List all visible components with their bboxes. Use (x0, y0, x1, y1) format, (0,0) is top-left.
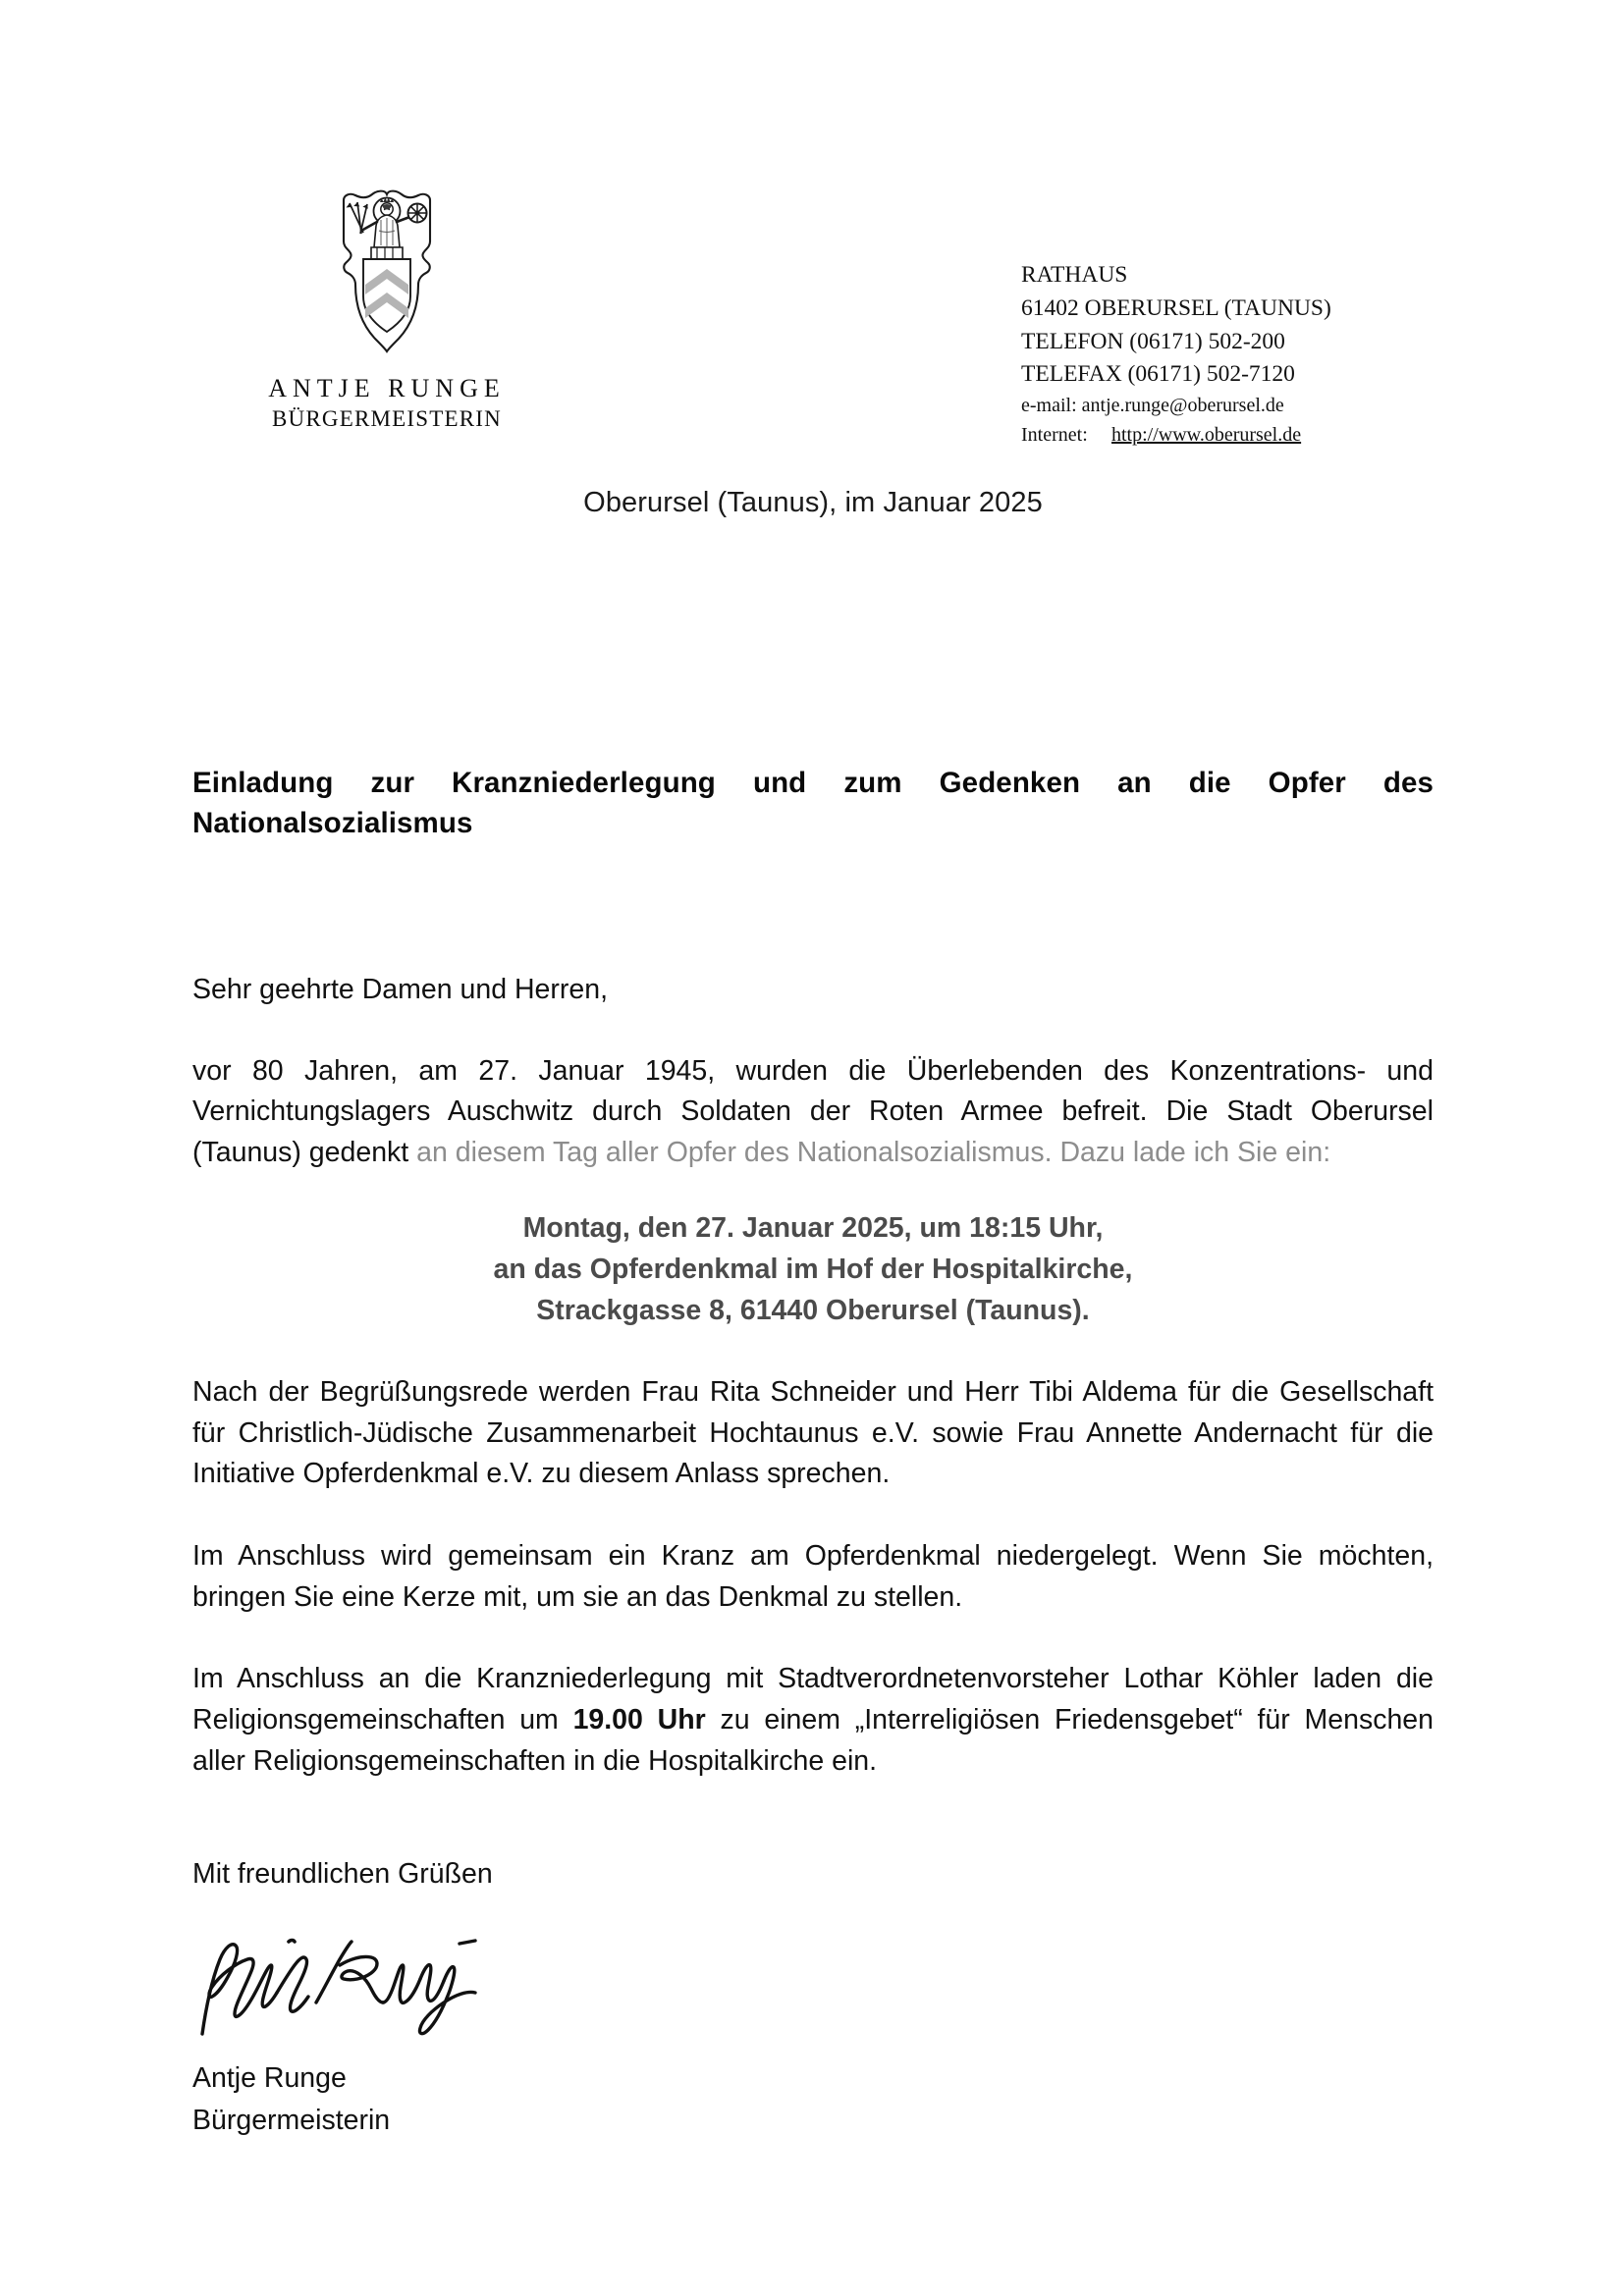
event-location: an das Opferdenkmal im Hof der Hospitalkirche, (493, 1254, 1133, 1286)
brand-block (192, 187, 534, 432)
contact-block (1021, 187, 1434, 450)
paragraph-prayer-b: zu einem „Interreligiösen Friedensgebet“ für Menschen aller Religionsgemeinschaften in die Hospitalkirche ein. (192, 1703, 1434, 1777)
contact-telephone: TELEFON (06171) 502-200 (1021, 328, 1285, 354)
paragraph-intro-dark: vor 80 Jahren, am 27. Januar 1945, wurden die Überlebenden des Konzentrations- und Vernichtungslagers Auschwitz durch Soldaten der Roten Armee befreit. Die Stadt Oberursel (Taunus) gedenkt (192, 1054, 1434, 1168)
brand-name: ANTJE RUNGE (268, 374, 506, 402)
brand-role: BÜRGERMEISTERIN (272, 406, 502, 431)
contact-email-row (1021, 392, 1434, 420)
subject-line: Einladung zur Kranzniederlegung und zum Gedenken an die Opfer des Nationalsozialismus (192, 767, 1434, 839)
paragraph-speakers: Nach der Begrüßungsrede werden Frau Rita Schneider und Herr Tibi Aldema für die Gesellschaft für Christlich-Jüdische Zusammenarbeit Hochtaunus e.V. sowie Frau Annette Andernacht für die Initiative Opferdenkmal e.V. zu diesem Anlass sprechen. (192, 1376, 1434, 1490)
contact-telefax: TELEFAX (06171) 502-7120 (1021, 361, 1295, 388)
signer-name: Antje Runge (192, 2061, 347, 2094)
handwritten-signature-icon (192, 1908, 1434, 2056)
paragraph-prayer-a: Im Anschluss an die Kranzniederlegung mit Stadtverordnetenvorsteher Lothar Köhler laden die Religionsgemeinschaften um (192, 1663, 1434, 1735)
contact-internet-row (1021, 421, 1434, 450)
contact-email-value[interactable]: antje.runge@oberursel.de (1081, 395, 1284, 417)
event-details (192, 1208, 1434, 1331)
paragraph-intro (192, 1051, 1434, 1174)
contact-email-label: e-mail: (1021, 395, 1077, 417)
letter-body (192, 764, 1434, 2140)
paragraph-wreath: Im Anschluss wird gemeinsam ein Kranz am Opferdenkmal niedergelegt. Wenn Sie möchten, bringen Sie eine Kerze mit, um sie an das Denkmal zu stellen. (192, 1540, 1434, 1613)
paragraph-prayer (192, 1659, 1434, 1782)
event-datetime: Montag, den 27. Januar 2025, um 18:15 Uhr, (522, 1212, 1104, 1245)
contact-internet-label: Internet: (1021, 423, 1088, 446)
event-address: Strackgasse 8, 61440 Oberursel (Taunus). (536, 1294, 1090, 1326)
dateline: Oberursel (Taunus), im Januar 2025 (583, 487, 1043, 518)
contact-address: 61402 OBERURSEL (TAUNUS) (1021, 294, 1331, 321)
contact-internet-value[interactable]: http://www.oberursel.de (1111, 423, 1302, 446)
letterhead (192, 187, 1434, 450)
paragraph-prayer-time: 19.00 Uhr (572, 1703, 706, 1735)
closing-line: Mit freundlichen Grüßen (192, 1858, 493, 1891)
signer-role: Bürgermeisterin (192, 2104, 391, 2136)
oberursel-coat-of-arms-icon (240, 187, 534, 358)
paragraph-intro-muted: an diesem Tag aller Opfer des Nationalsozialismus. Dazu lade ich Sie ein: (408, 1136, 1331, 1168)
contact-rathaus: RATHAUS (1021, 262, 1128, 288)
salutation: Sehr geehrte Damen und Herren, (192, 974, 608, 1006)
